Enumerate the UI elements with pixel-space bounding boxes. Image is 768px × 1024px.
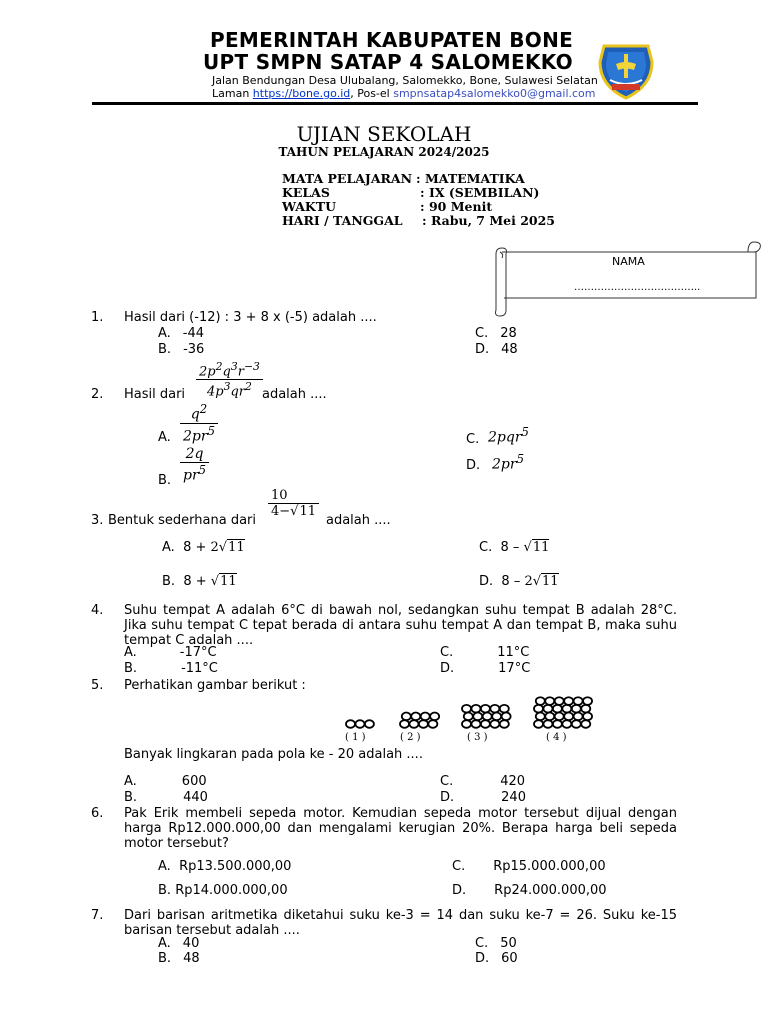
q4-option-b[interactable]: B. -11°C [124,661,218,676]
school-logo [596,40,656,100]
pattern-circle [564,697,573,705]
q5-option-c[interactable]: C. 420 [440,774,526,789]
q1-option-c[interactable]: C. 28 [475,326,517,341]
pattern-circle [430,713,439,721]
info-label: MATA PELAJARAN [282,171,413,186]
q5-question: Banyak lingkaran pada pola ke - 20 adalah .... [124,747,423,762]
info-label: WAKTU [282,199,337,214]
header-divider [92,102,698,105]
q4-option-a[interactable]: A. -17°C [124,645,217,660]
info-row [282,200,555,214]
q5-option-a[interactable]: A. 600 [124,774,207,789]
pattern-label-1: ( 1 ) [345,732,366,743]
name-scroll-box [492,238,764,318]
info-value: : MATEMATIKA [416,171,525,186]
q2-fraction: $\frac{2p^2q^3r^{-3}}{4p^3qr^2}$ [196,360,263,400]
q5-option-b[interactable]: B. 440 [124,790,208,805]
pattern-circle [555,697,564,705]
pattern-circle [581,720,590,728]
pattern-circle [428,720,437,728]
pattern-circle [411,713,420,721]
q7-option-a[interactable]: A. 40 [158,936,200,951]
q7-text: Dari barisan aritmetika diketahui suku ke-3 = 14 dan suku ke-7 = 26. Suku ke-15 barisan tersebut adalah .... [124,908,677,938]
exam-year: TAHUN PELAJARAN 2024/2025 [278,145,490,159]
q4-option-d[interactable]: D. 17°C [440,661,531,676]
q3-prefix: Bentuk sederhana dari [108,513,257,528]
q2-option-a-letter[interactable]: A. [158,430,171,445]
pattern-circle [534,705,543,713]
q5-option-d[interactable]: D. 240 [440,790,526,805]
q2-option-b-letter[interactable]: B. [158,473,172,488]
q2-number: 2. [91,387,104,402]
q2-option-c-letter[interactable]: C. [466,432,480,447]
q3-option-a[interactable]: A. 8 + 2√11 [162,540,245,555]
q2-option-d-letter[interactable]: D. [466,458,481,473]
pattern-circle [421,713,430,721]
pattern-circle [553,705,562,713]
pattern-circle [481,705,490,713]
exam-title: UJIAN SEKOLAH [296,122,472,146]
pattern-circle [473,713,482,721]
q6-option-c[interactable]: C. Rp15.000.000,00 [452,859,606,874]
name-label: NAMA [612,255,645,268]
pattern-circle [545,713,554,721]
pattern-circle [574,697,583,705]
pattern-circle [543,705,552,713]
email-prefix: , Pos-el [350,87,394,100]
q4-option-c[interactable]: C. 11°C [440,645,530,660]
q7-option-b[interactable]: B. 48 [158,951,200,966]
pattern-circle [500,720,509,728]
q1-option-d[interactable]: D. 48 [475,342,518,357]
pattern-label-2: ( 2 ) [400,732,421,743]
pattern-circle [536,697,545,705]
pattern-circle [500,705,509,713]
pattern-circle [402,713,411,721]
pattern-circle [365,720,374,728]
pattern-circle [400,720,409,728]
pattern-circle [409,720,418,728]
pattern-circle [471,720,480,728]
pattern-circle [583,713,592,721]
pattern-circle [481,720,490,728]
pattern-circle [483,713,492,721]
web-prefix: Laman [212,87,253,100]
pattern-circle [545,697,554,705]
q2-option-a[interactable]: $\frac{q^2}{2pr^5}$ [180,402,218,444]
q5-text: Perhatikan gambar berikut : [124,678,306,693]
pattern-circle [555,713,564,721]
q6-text: Pak Erik membeli sepeda motor. Kemudian sepeda motor tersebut dijual dengan harga Rp12.000.000,00 dan mengalami kerugian 20%. Berapa harga beli sepeda motor tersebut? [124,806,677,851]
pattern-circle [581,705,590,713]
q3-suffix: adalah .... [326,513,391,528]
q3-number: 3. [91,513,104,528]
pattern-circle [564,713,573,721]
q1-option-a[interactable]: A. -44 [158,326,205,341]
pattern-circle [462,720,471,728]
q1-option-b[interactable]: B. -36 [158,342,205,357]
info-value: : Rabu, 7 Mei 2025 [422,213,556,228]
pattern-circle [536,713,545,721]
pattern-circle [572,705,581,713]
header-line2: UPT SMPN SATAP 4 SALOMEKKO [203,50,573,74]
pattern-circle [490,720,499,728]
q2-option-c[interactable]: 2pqr$^5$ [488,425,529,446]
pattern-circle [562,720,571,728]
info-row [282,214,555,228]
q4-number: 4. [91,603,104,618]
info-value: : 90 Menit [420,199,493,214]
pattern-circle [419,720,428,728]
info-label: HARI / TANGGAL [282,213,403,228]
header-address: Jalan Bendungan Desa Ulubalang, Salomekko, Bone, Sulawesi Selatan [212,74,598,87]
pattern-circle [464,713,473,721]
q6-option-d[interactable]: D. Rp24.000.000,00 [452,883,607,898]
q3-option-d[interactable]: D. 8 – 2√11 [479,574,559,589]
pattern-circle [471,705,480,713]
pattern-circle [502,713,511,721]
name-field[interactable]: ……………………………….. [574,282,701,293]
pattern-circle [543,720,552,728]
q1-number: 1. [91,310,104,325]
pattern-circle [346,720,355,728]
pattern-circle [355,720,364,728]
website-link[interactable]: https://bone.go.id [252,87,351,100]
pattern-label-3: ( 3 ) [467,732,488,743]
pattern-circle [534,720,543,728]
email-address[interactable]: smpnsatap4salomekko0@gmail.com [393,87,596,100]
q1-text: Hasil dari (-12) : 3 + 8 x (-5) adalah .... [124,310,377,325]
header-line1: PEMERINTAH KABUPATEN BONE [210,28,574,52]
q3-option-c[interactable]: C. 8 – √11 [479,540,550,555]
pattern-circle [574,713,583,721]
q7-option-d[interactable]: D. 60 [475,951,518,966]
q5-number: 5. [91,678,104,693]
pattern-circle [572,720,581,728]
pattern-circle [490,705,499,713]
q7-number: 7. [91,908,104,923]
q6-option-b[interactable]: B. Rp14.000.000,00 [158,883,288,898]
q2-option-d[interactable]: $2pr^5$ [492,452,524,473]
q7-option-c[interactable]: C. 50 [475,936,517,951]
info-value: : IX (SEMBILAN) [420,185,540,200]
header-contact [212,87,596,100]
pattern-circle [553,720,562,728]
pattern-circle [492,713,501,721]
pattern-circle [462,705,471,713]
q2-option-b[interactable]: $\frac{2q}{pr^5}$ [180,446,209,484]
exam-info [282,172,555,228]
info-row [282,172,555,186]
pattern-circle [562,705,571,713]
q6-number: 6. [91,806,104,821]
q3-option-b[interactable]: B. 8 + √11 [162,574,237,589]
info-row [282,186,555,200]
info-label: KELAS [282,185,330,200]
pattern-circle [583,697,592,705]
q2-suffix: adalah .... [262,387,327,402]
q4-text: Suhu tempat A adalah 6°C di bawah nol, sedangkan suhu tempat B adalah 28°C. Jika suhu tempat C tepat berada di antara suhu tempat A dan tempat B, maka suhu tempat C adalah .... [124,603,677,648]
q2-prefix: Hasil dari [124,387,186,402]
q3-fraction: $\frac{10}{4-√11}$ [268,488,319,519]
q6-option-a[interactable]: A. Rp13.500.000,00 [158,859,292,874]
pattern-label-4: ( 4 ) [546,732,567,743]
